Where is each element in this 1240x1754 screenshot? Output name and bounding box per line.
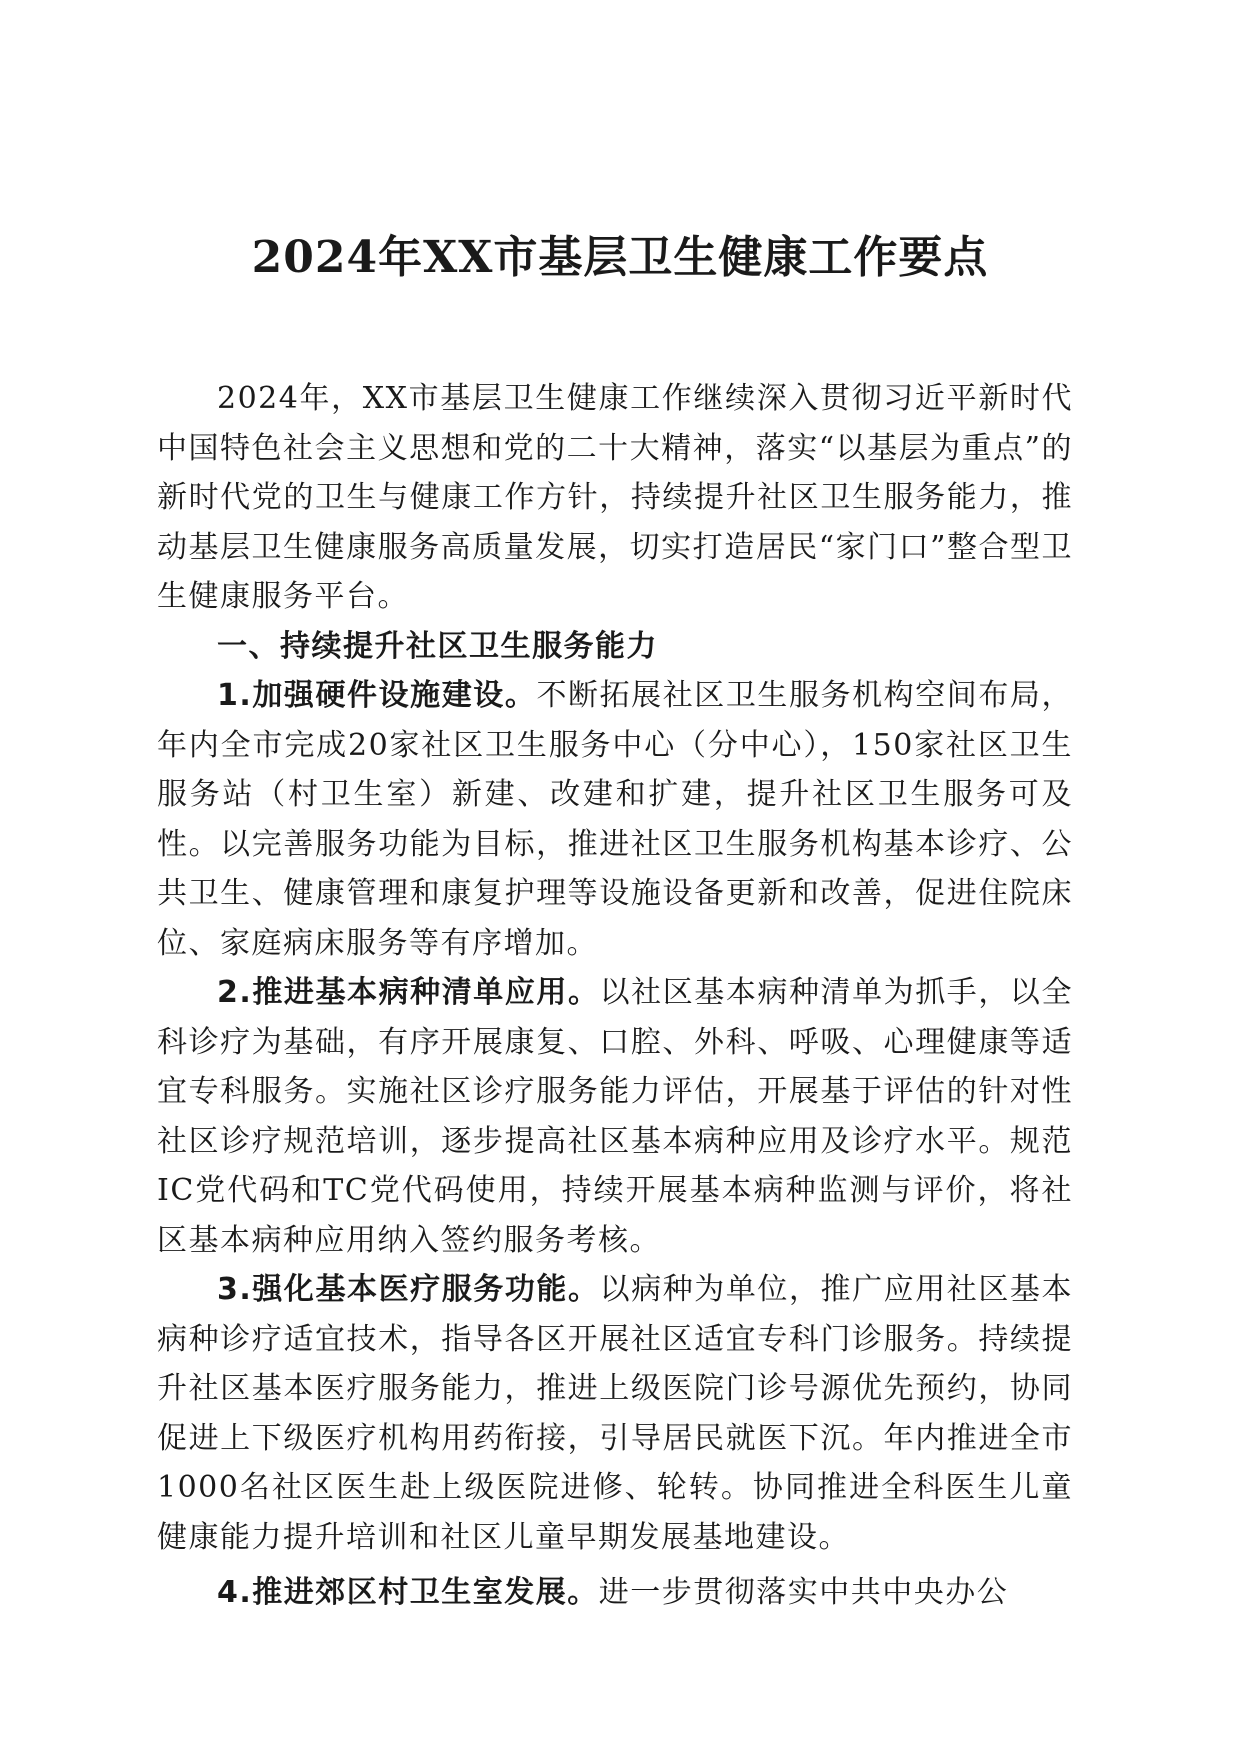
item-paragraph	[157, 1265, 1073, 1562]
item-lead: 1.加强硬件设施建设。	[217, 678, 537, 713]
item-lead: 4.推进郊区村卫生室发展。	[217, 1575, 599, 1610]
item-paragraph	[157, 968, 1073, 1265]
item-paragraph	[157, 1568, 1073, 1618]
item-text: 以社区基本病种清单为抓手，以全科诊疗为基础，有序开展康复、口腔、外科、呼吸、心理健康等适宜专科服务。实施社区诊疗服务能力评估，开展基于评估的针对性社区诊疗规范培训，逐步提高社区基本病种应用及诊疗水平。规范IC党代码和TC党代码使用，持续开展基本病种监测与评价，将社区基本病种应用纳入签约服务考核。	[157, 975, 1074, 1258]
item-lead: 3.强化基本医疗服务功能。	[217, 1272, 600, 1307]
document-title: 2024年XX市基层卫生健康工作要点	[251, 232, 989, 283]
item-text: 不断拓展社区卫生服务机构空间布局，年内全市完成20家社区卫生服务中心（分中心），150家社区卫生服务站（村卫生室）新建、改建和扩建，提升社区卫生服务可及性。以完善服务功能为目标，推进社区卫生服务机构基本诊疗、公共卫生、健康管理和康复护理等设施设备更新和改善，促进住院床位、家庭病床服务等有序增加。	[157, 678, 1073, 961]
section-heading: 一、持续提升社区卫生服务能力	[217, 628, 658, 664]
item-text: 以病种为单位，推广应用社区基本病种诊疗适宜技术，指导各区开展社区适宜专科门诊服务。持续提升社区基本医疗服务能力，推进上级医院门诊号源优先预约，协同促进上下级医疗机构用药衔接，引导居民就医下沉。年内推进全市1000名社区医生赴上级医院进修、轮转。协同推进全科医生儿童健康能力提升培训和社区儿童早期发展基地建设。	[157, 1272, 1074, 1555]
item-lead: 2.推进基本病种清单应用。	[217, 975, 600, 1010]
item-paragraph	[157, 671, 1073, 968]
intro-paragraph: 2024年，XX市基层卫生健康工作继续深入贯彻习近平新时代中国特色社会主义思想和党的二十大精神，落实“以基层为重点”的新时代党的卫生与健康工作方针，持续提升社区卫生服务能力，推动基层卫生健康服务高质量发展，切实打造居民“家门口”整合型卫生健康服务平台。	[157, 381, 1073, 614]
item-text: 进一步贯彻落实中共中央办公	[598, 1575, 1009, 1610]
document-body	[157, 374, 1073, 1618]
